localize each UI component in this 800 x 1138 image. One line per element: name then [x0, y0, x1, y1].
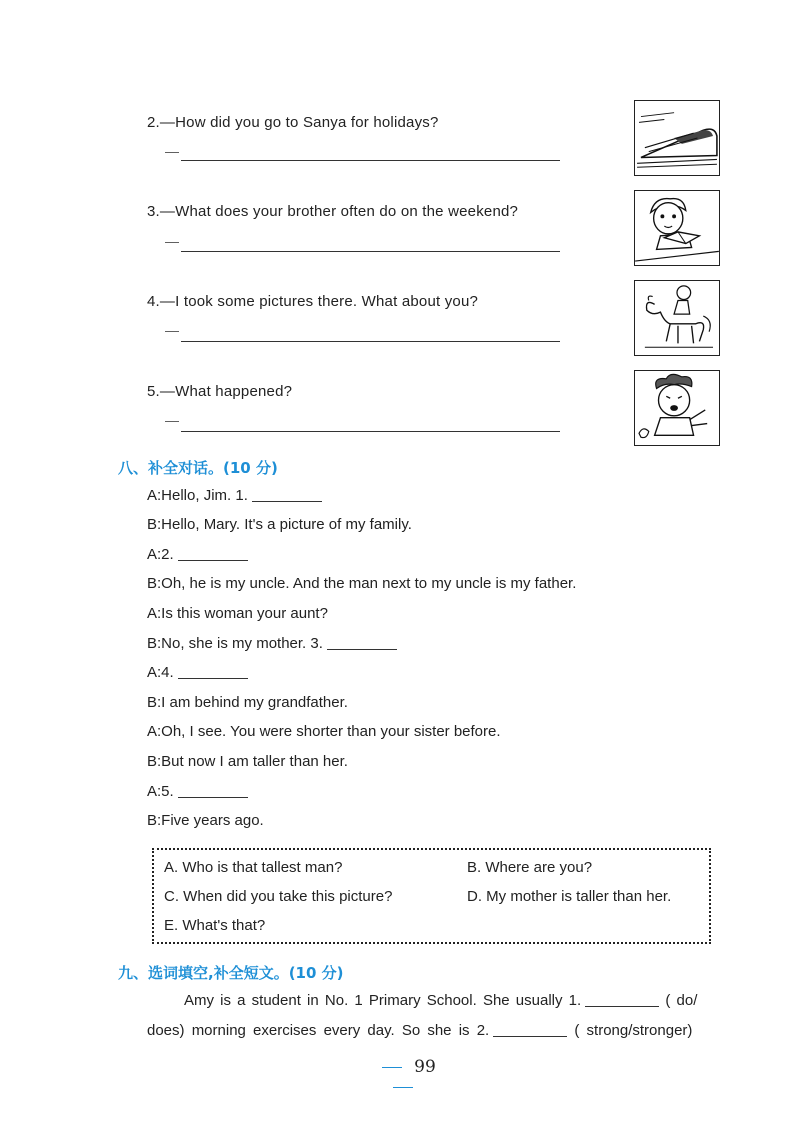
answer-dash: —	[165, 143, 179, 159]
paragraph-text: ( strong/stronger)	[574, 1022, 693, 1039]
question-number: 2.	[147, 114, 160, 131]
blank-4[interactable]	[178, 664, 248, 679]
dialogue-line-4: B:Oh, he is my uncle. And the man next to my uncle is my father.	[147, 575, 577, 592]
dialogue-line-5: A:Is this woman your aunt?	[147, 605, 328, 622]
answer-line[interactable]	[181, 431, 560, 432]
answer-line[interactable]	[181, 160, 560, 161]
section-9-title: 九、选词填空,补全短文。(10 分)	[118, 964, 344, 982]
page-rule-right	[393, 1087, 413, 1088]
blank-p1[interactable]	[585, 992, 659, 1007]
option-a: A. Who is that tallest man?	[164, 859, 343, 876]
dialogue-text: A:5.	[147, 783, 174, 800]
blank-3[interactable]	[327, 635, 397, 650]
question-5-text	[147, 383, 292, 400]
dialogue-line-2: B:Hello, Mary. It's a picture of my family.	[147, 516, 412, 533]
paragraph-text: Amy is a student in No. 1 Primary School. She usually 1.	[184, 992, 582, 1009]
answer-dash: —	[165, 412, 179, 428]
question-number: 4.	[147, 293, 160, 310]
dialogue-text: A:Hello, Jim. 1.	[147, 487, 248, 504]
question-prompt: —What does your brother often do on the weekend?	[159, 203, 519, 220]
question-prompt: —How did you go to Sanya for holidays?	[159, 114, 439, 131]
blank-2[interactable]	[178, 546, 248, 561]
dialogue-text: A:2.	[147, 546, 174, 563]
boy-reading-icon	[634, 190, 720, 266]
question-prompt: —What happened?	[159, 383, 293, 400]
option-c: C. When did you take this picture?	[164, 888, 393, 905]
question-2-text	[147, 114, 439, 131]
dialogue-line-3	[147, 546, 248, 563]
question-prompt: —I took some pictures there. What about you?	[159, 293, 479, 310]
option-b: B. Where are you?	[467, 859, 593, 876]
dialogue-line-8: B:I am behind my grandfather.	[147, 694, 348, 711]
answer-line[interactable]	[181, 251, 560, 252]
option-d: D. My mother is taller than her.	[467, 888, 672, 905]
answer-dash: —	[165, 322, 179, 338]
dialogue-text: A:4.	[147, 664, 174, 681]
question-number: 3.	[147, 203, 160, 220]
train-icon	[634, 100, 720, 176]
page-number	[350, 1057, 456, 1097]
dialogue-line-1	[147, 487, 322, 504]
dialogue-line-6	[147, 635, 397, 652]
options-box	[152, 848, 711, 944]
question-number: 5.	[147, 383, 160, 400]
paragraph-text: does) morning exercises every day. So she is 2.	[147, 1022, 490, 1039]
blank-5[interactable]	[178, 783, 248, 798]
dialogue-text: B:No, she is my mother. 3.	[147, 635, 323, 652]
blank-p2[interactable]	[493, 1022, 567, 1037]
question-4-text	[147, 293, 478, 310]
answer-line[interactable]	[181, 341, 560, 342]
paragraph-text: ( do/	[665, 992, 698, 1009]
option-e: E. What's that?	[164, 917, 266, 934]
dialogue-line-10: B:But now I am taller than her.	[147, 753, 348, 770]
dialogue-line-11	[147, 783, 248, 800]
dialogue-line-9: A:Oh, I see. You were shorter than your sister before.	[147, 723, 501, 740]
answer-dash: —	[165, 233, 179, 249]
question-3-text	[147, 203, 518, 220]
dialogue-line-12: B:Five years ago.	[147, 812, 264, 829]
paragraph-line-1	[184, 992, 697, 1009]
dialogue-line-7	[147, 664, 248, 681]
section-8-title: 八、补全对话。(10 分)	[118, 459, 278, 477]
boy-hurt-icon	[634, 370, 720, 446]
boy-riding-horse-icon	[634, 280, 720, 356]
blank-1[interactable]	[252, 487, 322, 502]
paragraph-line-2	[147, 1022, 692, 1039]
page-number-text: 99	[414, 1057, 436, 1077]
page-rule-left	[382, 1067, 402, 1068]
